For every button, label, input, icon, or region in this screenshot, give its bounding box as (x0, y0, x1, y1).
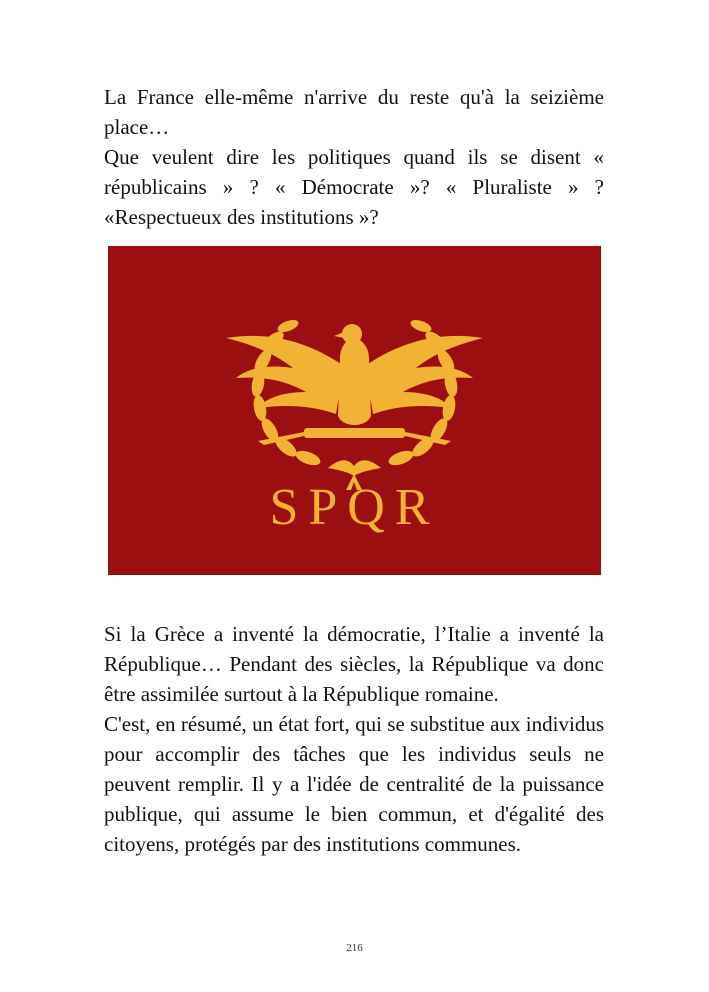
bottom-text-block (104, 619, 604, 859)
spqr-flag-image (108, 246, 601, 575)
paragraph: La France elle-même n'arrive du reste qu'à la seizième place… (104, 85, 604, 139)
page-number: 216 (346, 942, 363, 954)
top-text-block (104, 82, 604, 232)
spqr-eagle-emblem-icon (108, 246, 601, 575)
paragraph: C'est, en résumé, un état fort, qui se substitue aux individus pour accomplir des tâches que les individus seuls ne peuvent remplir. Il y a l'idée de centralité de la puissance publique, qui assume le bien commun, et d'égalité des citoyens, protégés par des institutions communes. (104, 712, 604, 856)
paragraph: Que veulent dire les politiques quand ils se disent « républicains » ? « Démocrate »? « Pluraliste » ? «Respectueux des institutions »? (104, 145, 604, 229)
banner-text: SPQR (269, 479, 440, 536)
paragraph: Si la Grèce a inventé la démocratie, l’Italie a inventé la République… Pendant des siècles, la République va donc être assimilée surtout à la République romaine. (104, 622, 604, 706)
